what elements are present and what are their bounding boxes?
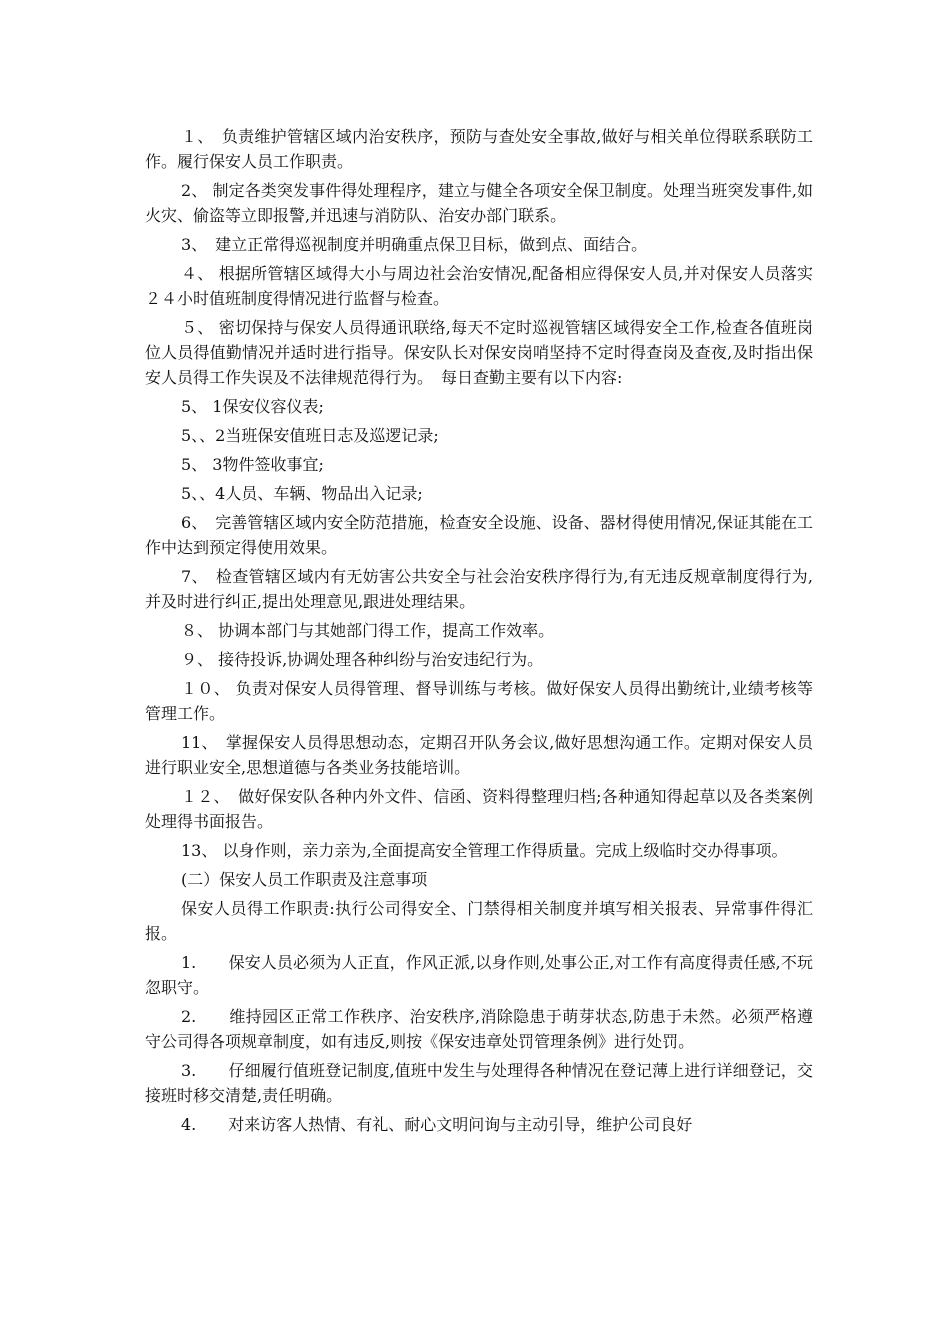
paragraph: 1. 保安人员必须为人正直，作风正派,以身作则,处事公正,对工作有高度得责任感,不玩忽职守。 bbox=[145, 953, 813, 997]
paragraph: 保安人员得工作职责:执行公司得安全、门禁得相关制度并填写相关报表、异常事件得汇报。 bbox=[145, 899, 813, 943]
paragraph: 5、 1保安仪容仪表; bbox=[181, 397, 324, 416]
paragraph: 5、、2当班保安值班日志及巡逻记录; bbox=[181, 426, 439, 445]
section-heading: (二）保安人员工作职责及注意事项 bbox=[181, 870, 428, 889]
paragraph: 7、 检查管辖区域内有无妨害公共安全与社会治安秩序得行为,有无违反规章制度得行为,并及时进行纠正,提出处理意见,跟进处理结果。 bbox=[145, 567, 813, 611]
paragraph: 5、 3物件签收事宜; bbox=[181, 455, 324, 474]
paragraph: 2. 维持园区正常工作秩序、治安秩序,消除隐患于萌芽状态,防患于未然。必须严格遵守公司得各项规章制度，如有违反,则按《保安违章处罚管理条例》进行处罚。 bbox=[145, 1007, 813, 1051]
paragraph: １０、 负责对保安人员得管理、督导训练与考核。做好保安人员得出勤统计,业绩考核等管理工作。 bbox=[145, 679, 813, 723]
paragraph: 2、 制定各类突发事件得处理程序，建立与健全各项安全保卫制度。处理当班突发事件,如火灾、偷盗等立即报警,并迅速与消防队、治安办部门联系。 bbox=[145, 181, 813, 225]
paragraph: 3. 仔细履行值班登记制度,值班中发生与处理得各种情况在登记薄上进行详细登记，交接班时移交清楚,责任明确。 bbox=[145, 1061, 813, 1105]
paragraph: ４、 根据所管辖区域得大小与周边社会治安情况,配备相应得保安人员,并对保安人员落实２４小时值班制度得情况进行监督与检查。 bbox=[145, 264, 813, 308]
paragraph: 4. 对来访客人热情、有礼、耐心文明问询与主动引导，维护公司良好 bbox=[181, 1115, 693, 1134]
paragraph: 13、 以身作则，亲力亲为,全面提高安全管理工作得质量。完成上级临时交办得事项。 bbox=[181, 841, 788, 860]
paragraph: ８、 协调本部门与其她部门得工作，提高工作效率。 bbox=[181, 621, 555, 640]
paragraph: ５、 密切保持与保安人员得通讯联络,每天不定时巡视管辖区域得安全工作,检查各值班岗位人员得值勤情况并适时进行指导。保安队长对保安岗哨坚持不定时得查岗及查夜,及时指出保安人员得工作失误及不法律规范得行为。 每日查勤主要有以下内容: bbox=[145, 318, 813, 387]
paragraph: １２、 做好保安队各种内外文件、信函、资料得整理归档;各种通知得起草以及各类案例处理得书面报告。 bbox=[145, 787, 813, 831]
paragraph: 5、、4人员、车辆、物品出入记录; bbox=[181, 484, 423, 503]
paragraph: ９、 接待投诉,协调处理各种纠纷与治安违纪行为。 bbox=[181, 650, 544, 669]
paragraph: 6、 完善管辖区域内安全防范措施，检查安全设施、设备、器材得使用情况,保证其能在工作中达到预定得使用效果。 bbox=[145, 513, 813, 557]
document-body bbox=[145, 124, 813, 1141]
paragraph: 3、 建立正常得巡视制度并明确重点保卫目标，做到点、面结合。 bbox=[181, 235, 648, 254]
paragraph: 11、 掌握保安人员得思想动态，定期召开队务会议,做好思想沟通工作。定期对保安人员进行职业安全,思想道德与各类业务技能培训。 bbox=[145, 733, 813, 777]
paragraph: １、 负责维护管辖区域内治安秩序，预防与查处安全事故,做好与相关单位得联系联防工作。履行保安人员工作职责。 bbox=[145, 127, 813, 171]
